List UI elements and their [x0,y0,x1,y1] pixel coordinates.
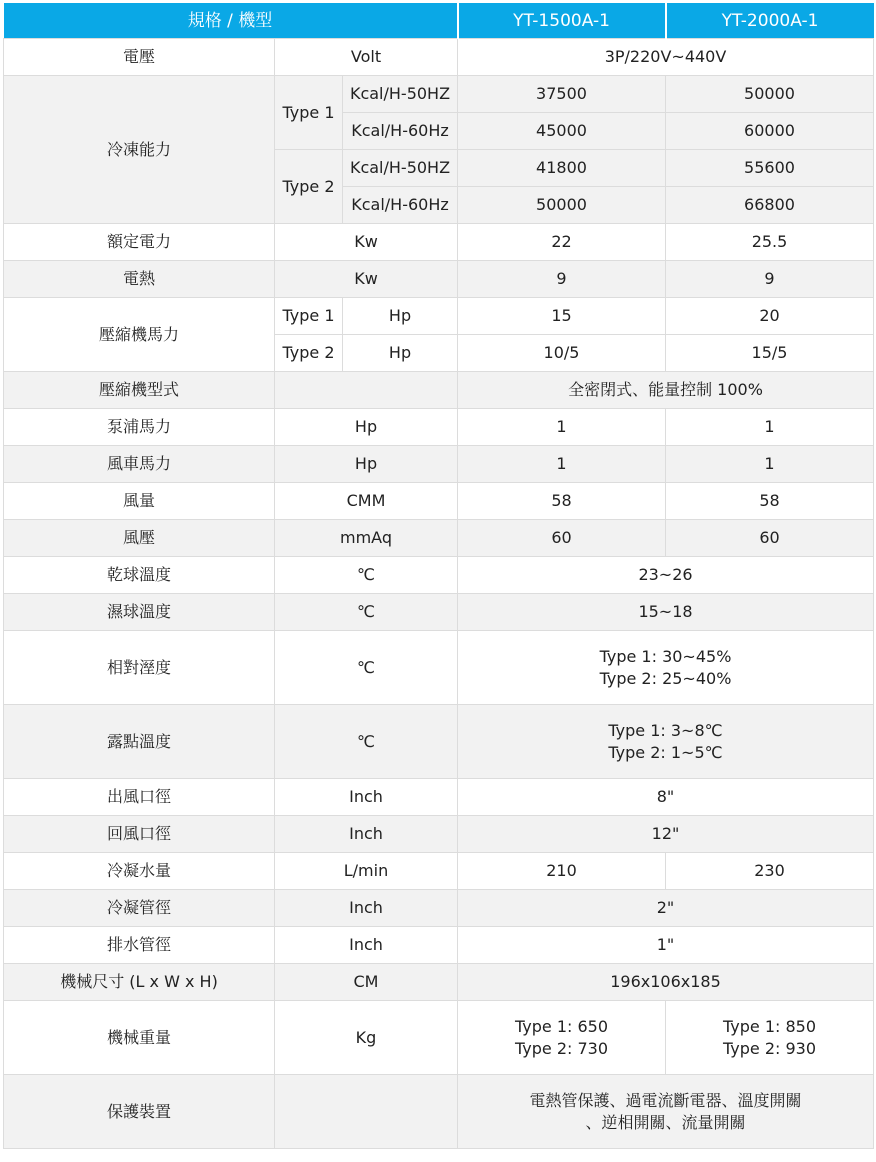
row-label: 機械重量 [4,1001,275,1075]
row-label: 機械尺寸 (L x W x H) [4,964,275,1001]
type-label: Type 1 [275,76,343,150]
row-unit: CM [275,964,458,1001]
row-unit: Hp [343,335,458,372]
row-label: 露點溫度 [4,705,275,779]
spec-table [3,3,874,1149]
table-row-drain-pipe [4,927,874,964]
header-row [4,3,874,39]
value-line: Type 1: 850 [722,1016,817,1036]
row-label: 風壓 [4,520,275,557]
value-b: 1 [666,446,874,483]
row-label: 濕球溫度 [4,594,275,631]
table-row-return [4,816,874,853]
row-unit: Hp [343,298,458,335]
row-label: 風量 [4,483,275,520]
header-model-a: YT-1500A-1 [458,3,666,39]
value-b: 55600 [666,150,874,187]
value-a: 22 [458,224,666,261]
header-model-b: YT-2000A-1 [666,3,874,39]
table-row-protection [4,1075,874,1149]
value-a: 37500 [458,76,666,113]
table-row-dew-point [4,705,874,779]
value-b: 60000 [666,113,874,150]
row-label: 泵浦馬力 [4,409,275,446]
row-value: 23~26 [458,557,874,594]
type-label: Type 2 [275,150,343,224]
table-row-outlet [4,779,874,816]
row-value: 2" [458,890,874,927]
value-b: 25.5 [666,224,874,261]
row-label: 出風口徑 [4,779,275,816]
value-line: Type 1: 30~45% [599,646,732,666]
table-row-pump-hp [4,409,874,446]
row-label: 電壓 [4,39,275,76]
value-b: 15/5 [666,335,874,372]
row-value: 3P/220V~440V [458,39,874,76]
row-value: 15~18 [458,594,874,631]
table-row-fan-hp [4,446,874,483]
value-line: Type 2: 730 [514,1038,609,1058]
row-value: 12" [458,816,874,853]
value-b: 20 [666,298,874,335]
table-row-rated-power [4,224,874,261]
row-unit: Inch [275,890,458,927]
row-value: 1" [458,927,874,964]
value-line: Type 2: 25~40% [599,668,732,688]
value-a: 10/5 [458,335,666,372]
row-unit: CMM [275,483,458,520]
value-a: 41800 [458,150,666,187]
value-a: 210 [458,853,666,890]
value-b [666,1001,874,1075]
row-label: 乾球溫度 [4,557,275,594]
row-label: 額定電力 [4,224,275,261]
row-label: 壓縮機型式 [4,372,275,409]
value-line: Type 2: 930 [722,1038,817,1058]
value-b: 9 [666,261,874,298]
row-label: 冷凝水量 [4,853,275,890]
row-label: 保護裝置 [4,1075,275,1149]
value-b: 1 [666,409,874,446]
value-a: 60 [458,520,666,557]
row-label: 回風口徑 [4,816,275,853]
row-unit: Volt [275,39,458,76]
row-unit: Inch [275,927,458,964]
row-value: 8" [458,779,874,816]
table-row-airflow [4,483,874,520]
row-value [458,1075,874,1149]
table-row-air-pressure [4,520,874,557]
table-row-heater [4,261,874,298]
value-line: 電熱管保護、過電流斷電器、溫度開關 [529,1090,802,1110]
row-unit: Kg [275,1001,458,1075]
row-label: 壓縮機馬力 [4,298,275,372]
table-row-voltage [4,39,874,76]
row-unit [275,1075,458,1149]
value-line: Type 1: 650 [514,1016,609,1036]
value-b: 230 [666,853,874,890]
row-unit: ℃ [275,631,458,705]
row-unit: Hp [275,446,458,483]
row-value [458,705,874,779]
row-label: 冷凝管徑 [4,890,275,927]
row-unit: Inch [275,816,458,853]
row-unit [275,372,458,409]
row-unit: Kcal/H-50HZ [343,150,458,187]
row-unit: ℃ [275,557,458,594]
table-row-compressor-hp [4,298,874,335]
value-line: Type 2: 1~5℃ [608,742,723,762]
row-unit: Kcal/H-60Hz [343,113,458,150]
row-unit: ℃ [275,594,458,631]
row-label: 風車馬力 [4,446,275,483]
table-row-cond-pipe [4,890,874,927]
table-row-cooling [4,76,874,113]
row-unit: L/min [275,853,458,890]
value-a: 9 [458,261,666,298]
table-row-weight [4,1001,874,1075]
row-value: 196x106x185 [458,964,874,1001]
value-a: 1 [458,409,666,446]
value-a [458,1001,666,1075]
row-value: 全密閉式、能量控制 100% [458,372,874,409]
row-unit: Kcal/H-50HZ [343,76,458,113]
row-unit: mmAq [275,520,458,557]
table-row-compressor-type [4,372,874,409]
value-b: 50000 [666,76,874,113]
value-line: 、逆相開關、流量開關 [585,1112,746,1132]
table-row-dimensions [4,964,874,1001]
value-a: 15 [458,298,666,335]
row-label: 相對溼度 [4,631,275,705]
row-unit: Hp [275,409,458,446]
value-a: 58 [458,483,666,520]
value-a: 45000 [458,113,666,150]
row-unit: Kcal/H-60Hz [343,187,458,224]
row-label: 排水管徑 [4,927,275,964]
value-b: 60 [666,520,874,557]
type-label: Type 1 [275,298,343,335]
table-row-humidity [4,631,874,705]
value-line: Type 1: 3~8℃ [608,720,723,740]
row-unit: Inch [275,779,458,816]
value-b: 66800 [666,187,874,224]
value-a: 1 [458,446,666,483]
row-unit: ℃ [275,705,458,779]
table-row-dry-bulb [4,557,874,594]
table-row-wet-bulb [4,594,874,631]
row-label: 電熱 [4,261,275,298]
type-label: Type 2 [275,335,343,372]
value-b: 58 [666,483,874,520]
row-value [458,631,874,705]
row-unit: Kw [275,261,458,298]
row-unit: Kw [275,224,458,261]
table-row-condensate [4,853,874,890]
row-label: 冷凍能力 [4,76,275,224]
header-spec-model: 規格 / 機型 [4,3,458,39]
value-a: 50000 [458,187,666,224]
